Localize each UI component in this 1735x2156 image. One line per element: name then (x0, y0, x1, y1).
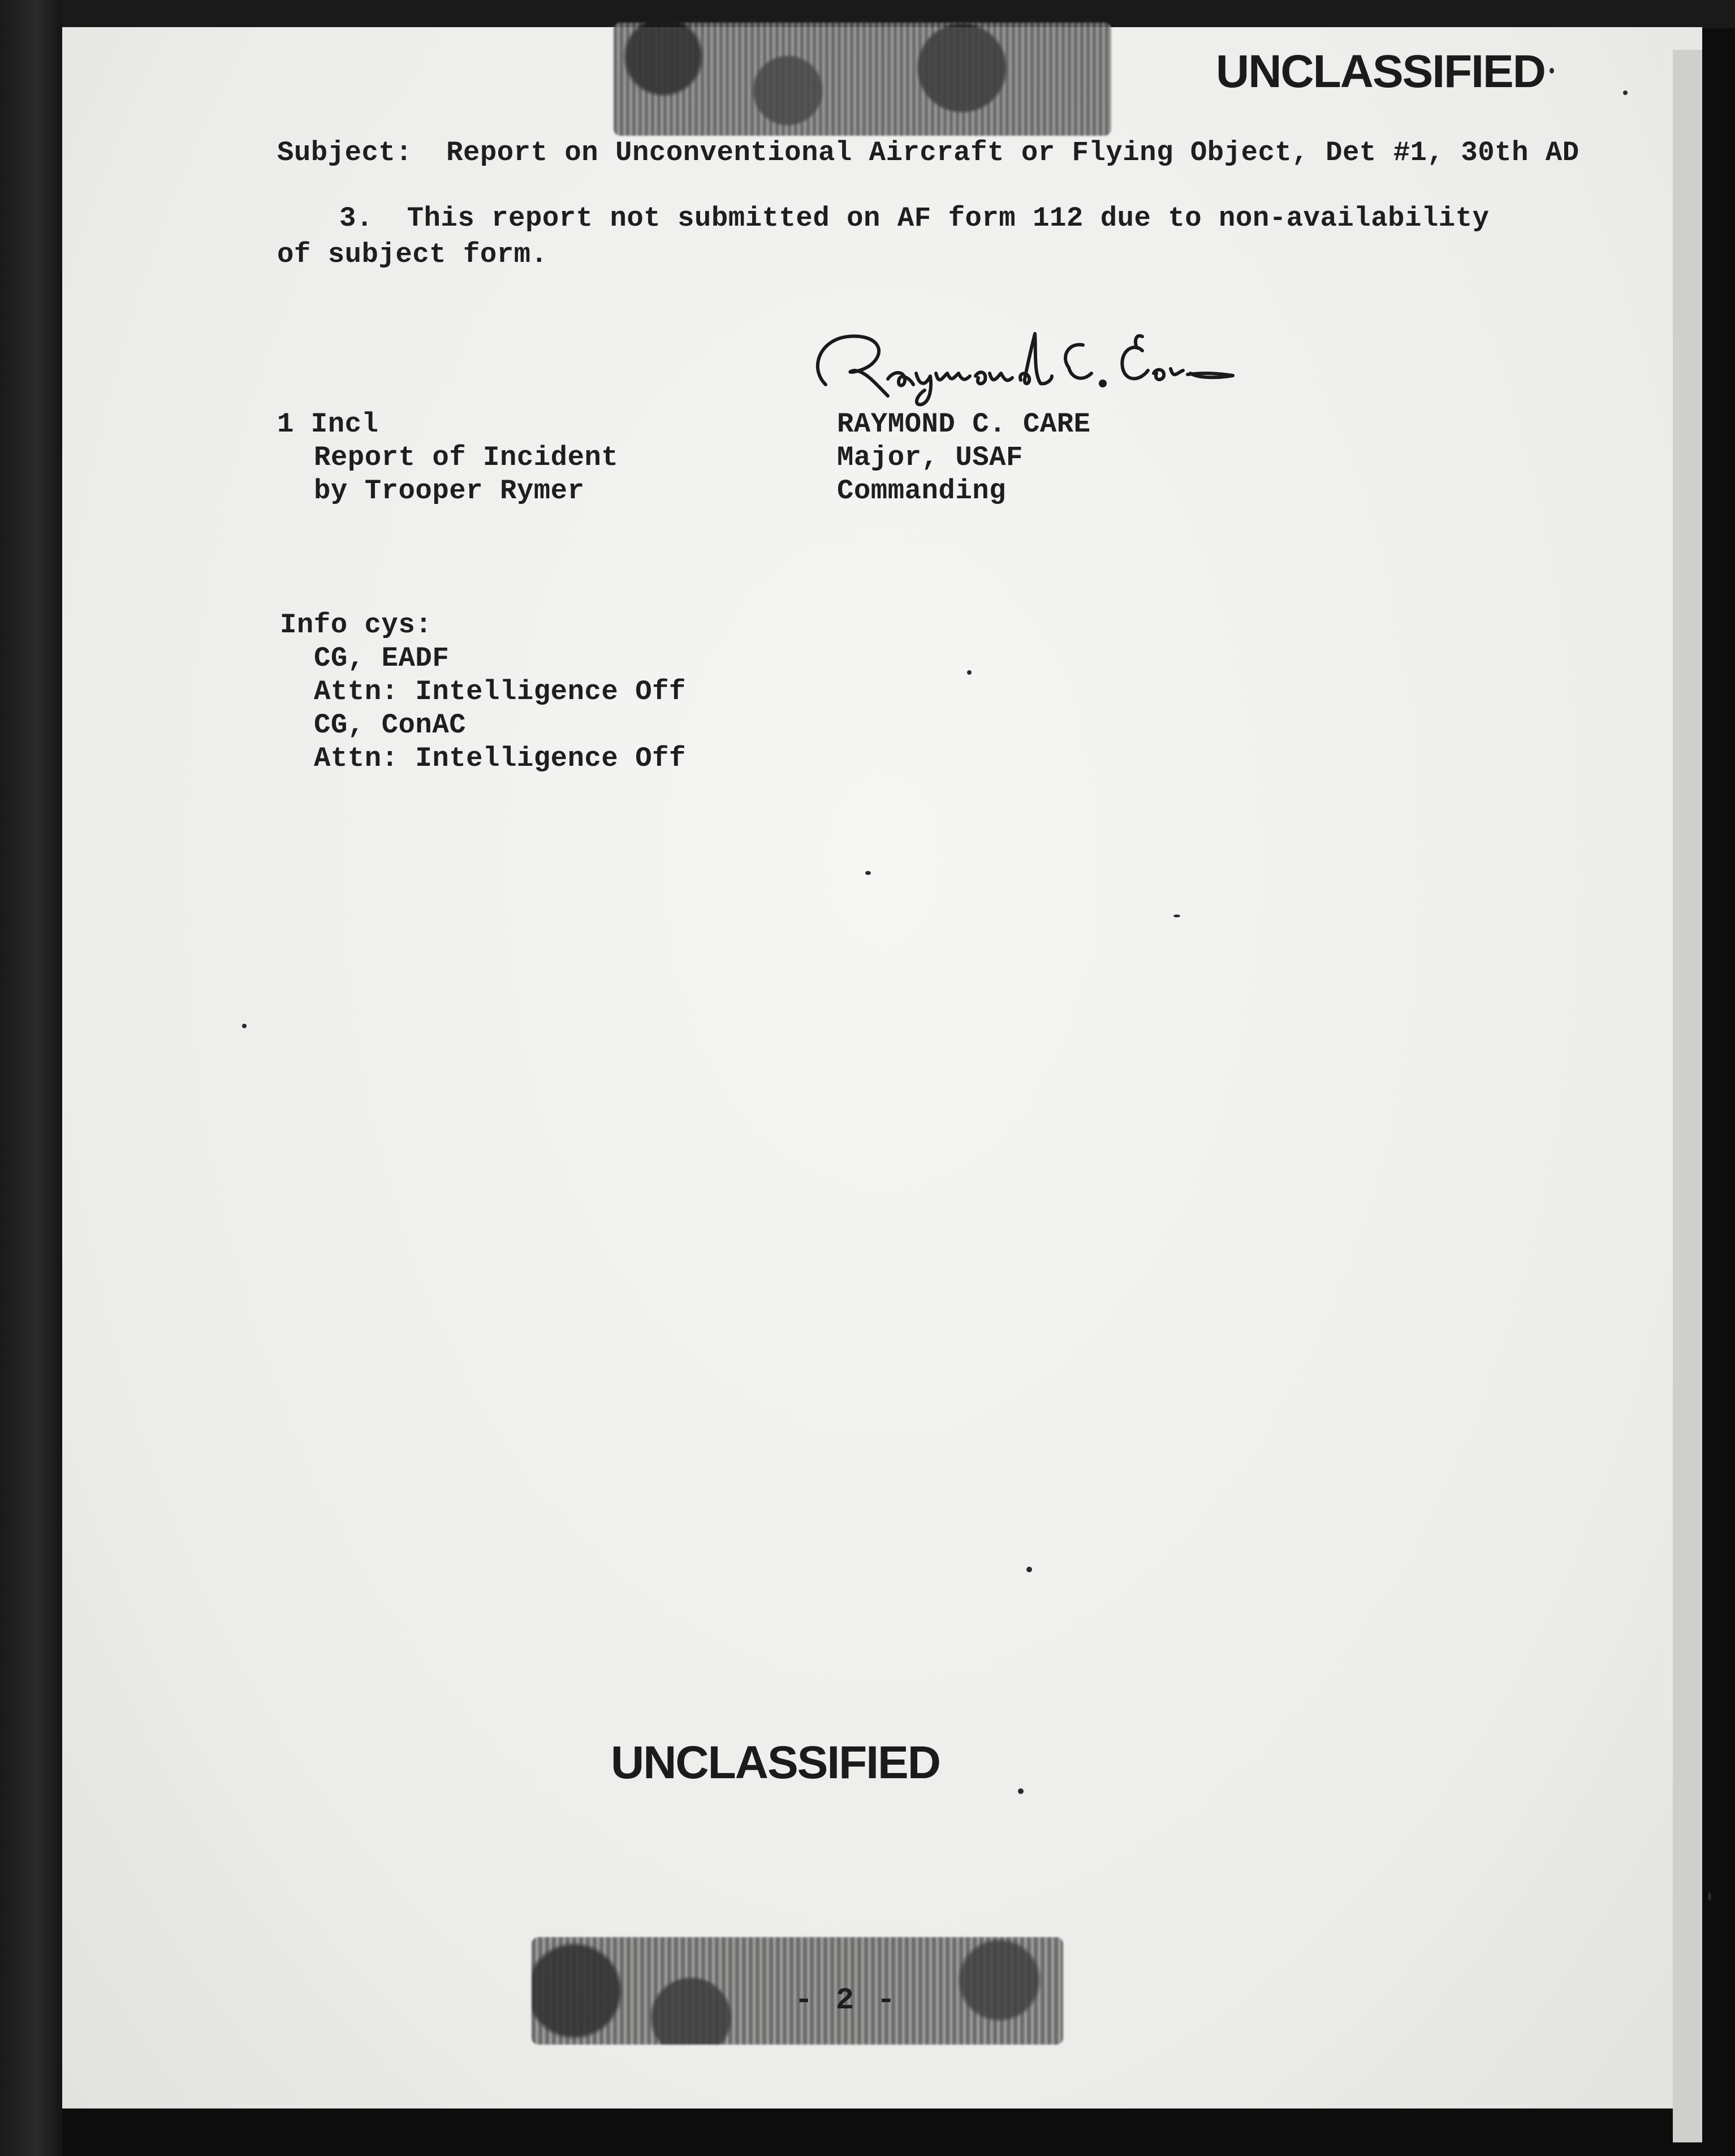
enclosure-line-1: 1 Incl (277, 408, 379, 440)
scan-speck (967, 670, 972, 675)
scan-speck (1026, 1567, 1032, 1572)
scan-speck (1173, 915, 1180, 917)
classification-stamp-top: UNCLASSIFIED (1216, 46, 1545, 97)
paragraph-3-line-2: of subject form. (277, 239, 548, 270)
scan-speck (242, 1024, 247, 1028)
info-copy-line-3: CG, ConAC (314, 709, 467, 741)
classification-stamp-bottom: UNCLASSIFIED (611, 1737, 940, 1788)
paragraph-3-line-1: 3. This report not submitted on AF form 112 due to non-availability (339, 202, 1490, 234)
scan-speck (1623, 90, 1628, 95)
handwritten-signature (803, 317, 1238, 407)
subject-text: Report on Unconventional Aircraft or Flying Object, Det #1, 30th AD (446, 137, 1579, 169)
enclosure-line-3: by Trooper Rymer (314, 475, 585, 507)
subject-line (277, 136, 1579, 170)
signer-rank: Major, USAF (837, 442, 1023, 473)
signer-name: RAYMOND C. CARE (837, 408, 1091, 440)
info-copy-line-2: Attn: Intelligence Off (314, 676, 686, 708)
page-edge-right (1673, 50, 1702, 2142)
subject-label: Subject: (277, 137, 413, 169)
scan-border-left (0, 0, 62, 2156)
info-copy-line-1: CG, EADF (314, 643, 450, 674)
redaction-mark-top (614, 23, 1111, 136)
page-number: - 2 - (795, 1983, 898, 2018)
scan-speck (1708, 1892, 1711, 1901)
signer-title: Commanding (837, 475, 1007, 507)
scan-speck (1018, 1788, 1024, 1794)
info-copies-heading: Info cys: (280, 609, 433, 641)
info-copy-line-4: Attn: Intelligence Off (314, 743, 686, 774)
enclosure-line-2: Report of Incident (314, 442, 619, 473)
scan-speck (865, 871, 871, 875)
scan-speck (1550, 68, 1554, 74)
